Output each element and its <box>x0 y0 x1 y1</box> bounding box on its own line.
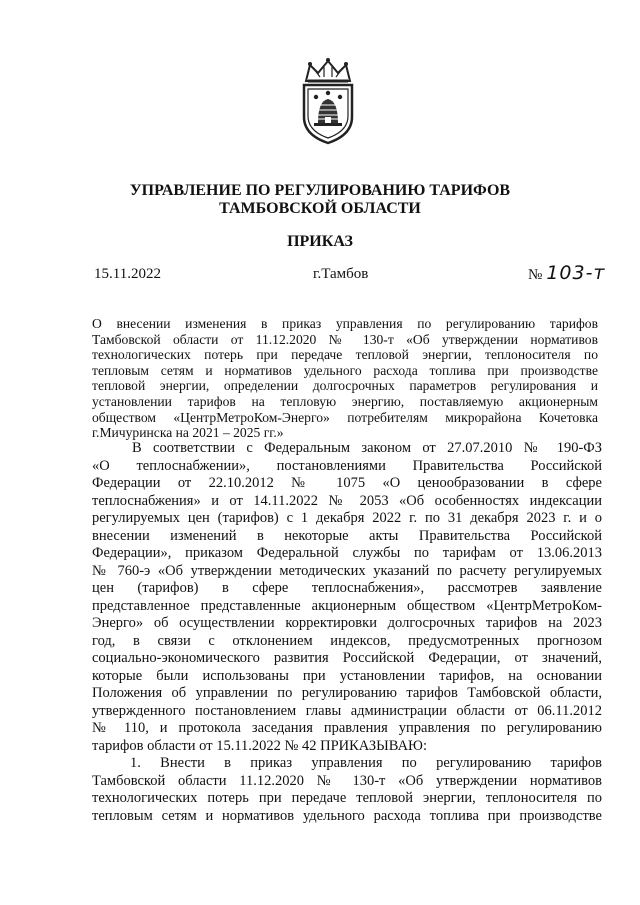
subject-line: О внесении изменения в приказ управления по регулированию тарифов <box>92 316 598 331</box>
document-city: г.Тамбов <box>313 266 369 282</box>
body-line: «О теплоснабжении», постановлениями Правительства Российской <box>92 457 602 474</box>
body-line: В соответствии с Федеральным законом от 27.07.2010 № 190-ФЗ <box>132 440 602 456</box>
subject-line: тепловым сетям и нормативов удельного расхода топлива при производстве <box>92 362 598 378</box>
body-line: утвержденного постановлением главы администрации области от 06.11.2012 <box>92 702 602 719</box>
subject-line: обществом «ЦентрМетроКом-Энерго» потребителям микрорайона Кочетовка <box>92 409 598 425</box>
body-line: 1. Внести в приказ управления по регулированию тарифов <box>130 755 602 771</box>
body-line: № 760-э «Об утверждении методических указаний по расчету регулируемых <box>92 562 602 579</box>
body-line: представленное представленные акционерным обществом «ЦентрМетроКом- <box>92 597 602 614</box>
body-line: Положения об управлении по регулированию тарифов Тамбовской области, <box>92 685 602 701</box>
body-line: которые были использованы при установлении тарифов, на основании <box>92 667 602 684</box>
document-subject <box>92 316 598 441</box>
coat-of-arms-emblem <box>296 55 360 145</box>
organization-name-line1: УПРАВЛЕНИЕ ПО РЕГУЛИРОВАНИЮ ТАРИФОВ <box>129 182 511 199</box>
subject-line: Тамбовской области от 11.12.2020 № 130-т «Об утверждении нормативов <box>92 331 598 347</box>
body-line: регулируемых цен (тарифов) с 1 декабря 2022 г. по 31 декабря 2023 г. и о <box>92 510 602 526</box>
body-line: тарифов области от 15.11.2022 № 42 ПРИКАЗЫВАЮ: <box>92 737 427 754</box>
organization-name-line2: ТАМБОВСКОЙ ОБЛАСТИ <box>219 200 421 217</box>
handwritten-number: 103-т <box>546 262 606 284</box>
body-line: технологических потерь при передаче тепловой энергии, теплоносителя по <box>92 790 602 806</box>
body-line: Тамбовской области 11.12.2020 № 130-т «Об утверждении нормативов <box>92 772 602 789</box>
subject-line: тепловой энергии, определении долгосрочных параметров регулирования и <box>92 378 598 394</box>
body-line: Энерго» об осуществлении корректировки долгосрочных тарифов на 2023 <box>92 615 602 631</box>
body-line: социально-экономического развития Российской Федерации, от значений, <box>92 650 602 666</box>
subject-line: установлении тарифов на тепловую энергию, поставляемую акционерным <box>92 393 598 409</box>
number-sign: № <box>528 267 543 283</box>
subject-line: технологических потерь при передаче тепловой энергии, теплоносителя по <box>92 347 598 363</box>
body-line: Федерации», приказом Федеральной службы по тарифам от 13.06.2013 <box>92 545 602 561</box>
body-line: тепловым сетям и нормативов удельного расхода топлива при производстве <box>92 807 602 824</box>
body-line: цен (тарифов) в сфере теплоснабжения», рассмотрев заявление <box>92 580 602 596</box>
subject-line: г.Мичуринска на 2021 – 2025 гг.» <box>92 425 284 441</box>
body-line: теплоснабжения» и от 14.11.2022 № 2053 «Об особенностях индексации <box>92 492 602 509</box>
document-number <box>528 262 606 284</box>
body-line: Федерации от 22.10.2012 № 1075 «О ценообразовании в сфере <box>92 475 602 491</box>
body-line: год, в связи с отклонением индексов, предусмотренных прогнозом <box>92 632 602 649</box>
document-body <box>92 440 602 825</box>
body-line: № 110, и протокола заседания правления управления по регулированию <box>92 720 602 736</box>
body-line: внесении изменений в некоторые акты Правительства Российской <box>92 527 602 544</box>
document-type-title: ПРИКАЗ <box>287 233 353 250</box>
document-date: 15.11.2022 <box>94 266 161 282</box>
